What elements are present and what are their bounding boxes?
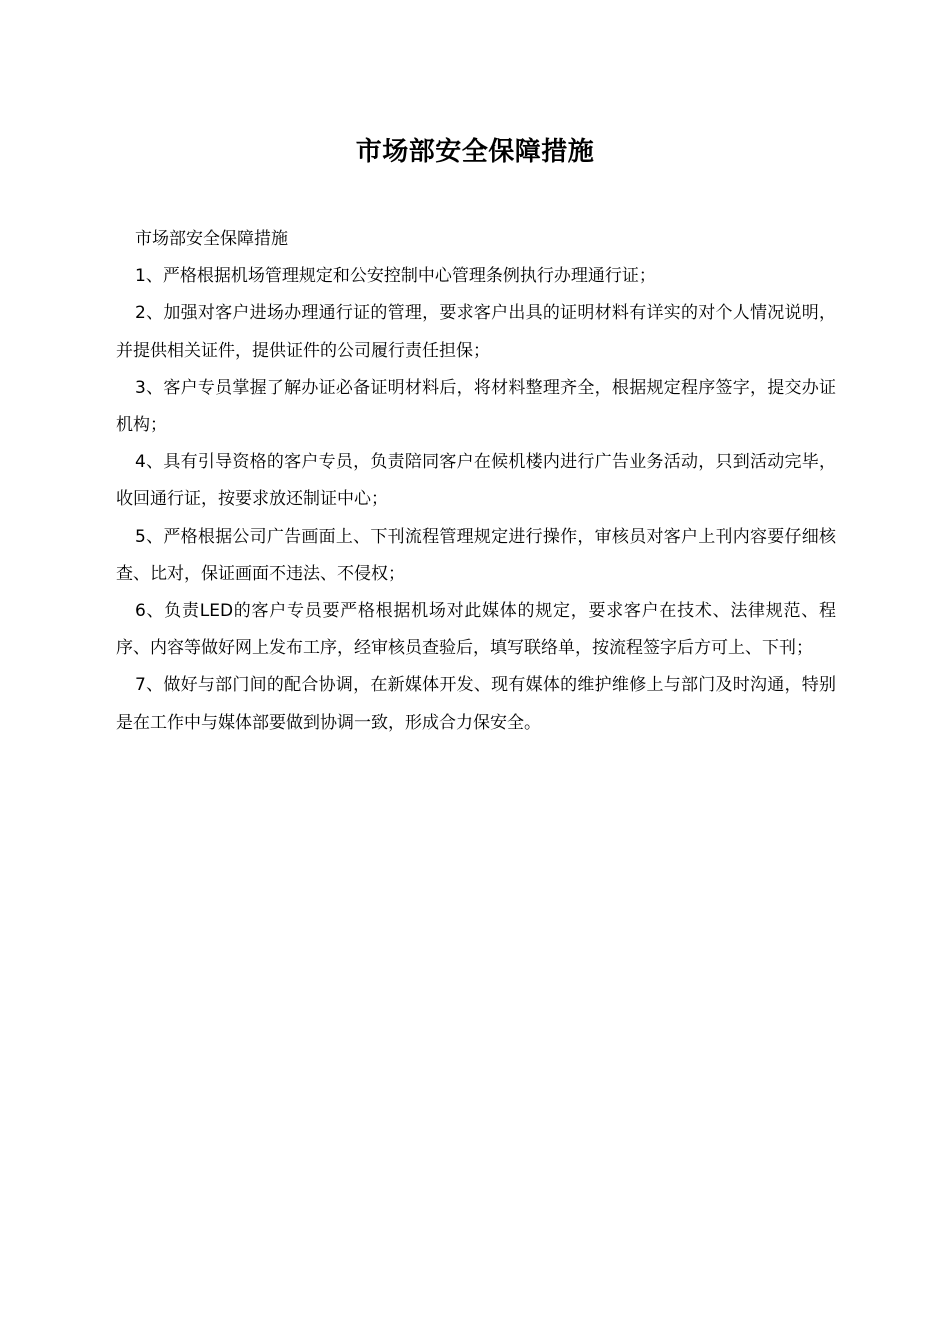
measure-paragraph-5: 5、严格根据公司广告画面上、下刊流程管理规定进行操作，审核员对客户上刊内容要仔细核查、比对，保证画面不违法、不侵权； bbox=[116, 526, 836, 584]
measure-paragraph-2: 2、加强对客户进场办理通行证的管理，要求客户出具的证明材料有详实的对个人情况说明，并提供相关证件，提供证件的公司履行责任担保； bbox=[116, 303, 836, 361]
measure-paragraph-7: 7、做好与部门间的配合协调，在新媒体开发、现有媒体的维护维修上与部门及时沟通，特别是在工作中与媒体部要做到协调一致，形成合力保安全。 bbox=[116, 675, 836, 733]
document-title: 市场部安全保障措施 bbox=[355, 137, 595, 167]
measure-paragraph-1: 1、严格根据机场管理规定和公安控制中心管理条例执行办理通行证； bbox=[135, 266, 656, 287]
measure-paragraph-4: 4、具有引导资格的客户专员，负责陪同客户在候机楼内进行广告业务活动，只到活动完毕，收回通行证，按要求放还制证中心； bbox=[116, 452, 836, 510]
measure-paragraph-3: 3、客户专员掌握了解办证必备证明材料后，将材料整理齐全，根据规定程序签字，提交办证机构； bbox=[116, 377, 836, 436]
measure-paragraph-6: 6、负责LED的客户专员要严格根据机场对此媒体的规定，要求客户在技术、法律规范、程序、内容等做好网上发布工序，经审核员查验后，填写联络单，按流程签字后方可上、下刊； bbox=[116, 601, 836, 659]
document-body bbox=[116, 221, 836, 742]
body-subtitle-paragraph: 市场部安全保障措施 bbox=[135, 229, 288, 249]
